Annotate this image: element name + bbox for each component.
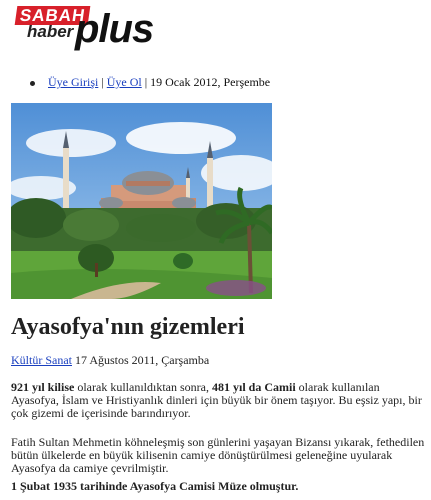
- article-paragraph-1: [11, 381, 426, 420]
- article-photo: [11, 103, 272, 299]
- article-title: Ayasofya'nın gizemleri: [11, 314, 245, 340]
- article-paragraph-3: 1 Şubat 1935 tarihinde Ayasofya Camisi Müze olmuştur.: [11, 479, 299, 493]
- site-logo[interactable]: [13, 6, 163, 64]
- nav-divider: |: [101, 75, 104, 89]
- paragraph-text: olarak kullanıldıktan sonra,: [74, 380, 212, 394]
- login-link[interactable]: Üye Girişi: [48, 75, 99, 89]
- nav-list: [30, 75, 270, 90]
- paragraph-text: olarak kullanılan Ayasofya, İslam ve Hristiyanlık dinleri için büyük bir önem taşıyor. Bu eşsiz yapı, bir çok gizemi de içerisinde barındırıyor.: [11, 380, 422, 420]
- nav-item: [30, 75, 270, 90]
- hagia-sophia-image: [11, 103, 272, 299]
- article-meta: [11, 353, 209, 368]
- logo-sabah: SABAH: [15, 6, 91, 25]
- top-navigation: [30, 75, 270, 90]
- category-link[interactable]: Kültür Sanat: [11, 353, 72, 367]
- article-paragraph-2: Fatih Sultan Mehmetin köhneleşmiş son günlerini yaşayan Bizansı yıkarak, fethedilen bütün ülkelerde en büyük kilisenin camiye dönüştürülmesi geleneğine uyularak Ayasofya da camiye çevrilmiştir.: [11, 435, 425, 475]
- logo-plus: plus: [75, 7, 154, 51]
- bold-fact-church: 921 yıl kilise: [11, 380, 75, 394]
- signup-link[interactable]: Üye Ol: [106, 75, 142, 89]
- bold-fact-mosque: 481 yıl da Camii: [211, 380, 296, 394]
- current-date: | 19 Ocak 2012, Perşembe: [144, 75, 271, 89]
- logo-haber: haber: [27, 22, 74, 41]
- article-date: 17 Ağustos 2011, Çarşamba: [75, 353, 210, 367]
